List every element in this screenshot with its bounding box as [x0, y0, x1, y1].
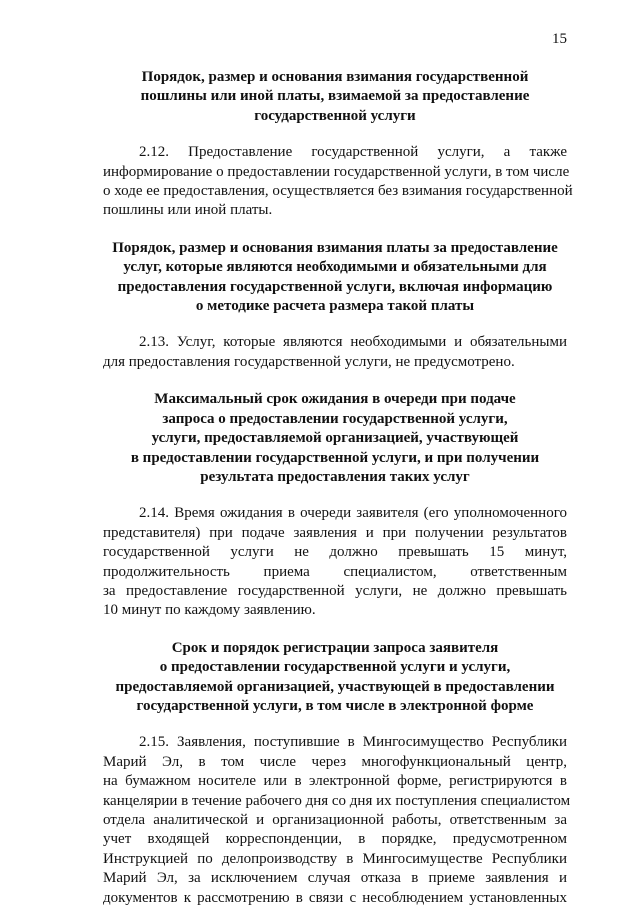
- paragraph-line: пошлины или иной платы.: [103, 202, 273, 219]
- heading-line: государственной услуги: [254, 107, 416, 124]
- paragraph-line: документов к рассмотрению в связи с несоблюдением установленных: [103, 889, 567, 906]
- heading-line: о предоставлении государственной услуги и услуги,: [159, 659, 511, 676]
- section-heading-registration: [103, 639, 567, 717]
- section-heading-waiting-time: [103, 390, 567, 487]
- page-number: 15: [552, 31, 567, 47]
- paragraph-line: 2.15. Заявления, поступившие в Мингосимущество Республики: [139, 734, 567, 751]
- heading-line: государственной услуги, в том числе в электронной форме: [136, 697, 534, 714]
- paragraph-2-15: [103, 733, 571, 908]
- heading-line: Максимальный срок ожидания в очереди при подаче: [154, 391, 516, 408]
- document-body: [103, 68, 573, 908]
- paragraph-line: канцелярии в течение рабочего дня со дня их поступления специалистом: [103, 792, 571, 809]
- paragraph-line: государственной услуги не должно превышать 15 минут,: [103, 544, 567, 561]
- heading-line: предоставляемой организацией, участвующей в предоставлении: [115, 678, 555, 695]
- paragraph-line: для предоставления государственной услуги, не предусмотрено.: [103, 353, 515, 370]
- heading-line: запроса о предоставлении государственной услуги,: [162, 410, 508, 427]
- paragraph-2-12: [103, 143, 573, 221]
- paragraph-line: Марий Эл, за исключением случая отказа в приеме заявления и: [103, 870, 567, 887]
- heading-line: услуги, предоставляемой организацией, участвующей: [151, 430, 519, 447]
- heading-line: Порядок, размер и основания взимания государственной: [141, 69, 529, 85]
- section-heading-related-services-fee: [103, 239, 567, 317]
- heading-line: услуг, которые являются необходимыми и обязательными для: [123, 259, 547, 276]
- paragraph-line: за предоставление государственной услуги, не должно превышать: [103, 582, 567, 599]
- paragraph-line: Инструкцией по делопроизводству в Мингосимуществе Республики: [103, 850, 567, 867]
- paragraph-line: представителя) при подаче заявления и при получении результатов: [103, 524, 567, 541]
- paragraph-line: учет входящей корреспонденции, в порядке, предусмотренном: [103, 831, 567, 848]
- paragraph-2-13: [103, 333, 567, 372]
- heading-line: о методике расчета размера такой платы: [195, 298, 475, 315]
- paragraph-line: отдела аналитической и организационной работы, ответственным за: [103, 812, 567, 828]
- paragraph-line: Марий Эл, в том числе через многофункциональный центр,: [103, 753, 567, 770]
- paragraph-line: продолжительность приема специалистом, ответственным: [103, 563, 567, 580]
- paragraph-line: о ходе ее предоставления, осуществляется без взимания государственной: [103, 183, 573, 200]
- heading-line: Срок и порядок регистрации запроса заявителя: [171, 639, 499, 656]
- paragraph-2-14: [103, 504, 567, 620]
- heading-line: результата предоставления таких услуг: [200, 468, 470, 485]
- section-heading-fee: [103, 68, 567, 126]
- paragraph-line: 2.12. Предоставление государственной услуги, а также: [139, 144, 567, 161]
- paragraph-line: 10 минут по каждому заявлению.: [103, 602, 316, 619]
- heading-line: в предоставлении государственной услуги, и при получении: [130, 449, 540, 466]
- paragraph-line: 2.14. Время ожидания в очереди заявителя (его уполномоченного: [139, 505, 567, 522]
- heading-line: предоставления государственной услуги, включая информацию: [117, 278, 553, 295]
- paragraph-line: на бумажном носителе или в электронной форме, регистрируются в: [103, 773, 567, 790]
- heading-line: Порядок, размер и основания взимания платы за предоставление: [112, 239, 558, 256]
- paragraph-line: 2.13. Услуг, которые являются необходимыми и обязательными: [139, 334, 567, 351]
- heading-line: пошлины или иной платы, взимаемой за предоставление: [140, 88, 530, 105]
- paragraph-line: информирование о предоставлении государственной услуги, в том числе: [103, 163, 570, 180]
